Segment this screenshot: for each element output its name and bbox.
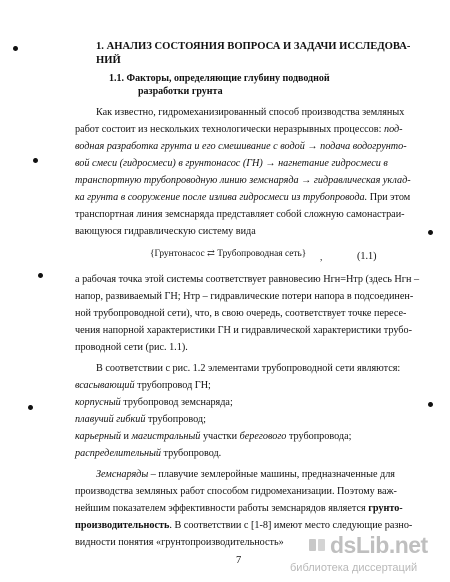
watermark xyxy=(290,532,440,578)
paragraph-line: чения напорной характеристики ГН и гидравлической характеристики трубо- xyxy=(75,325,412,336)
list-item-italic: всасывающий xyxy=(75,380,135,391)
chapter-title-line-2: НИЙ xyxy=(96,55,121,66)
section-title-line-1: 1.1. Факторы, определяющие глубину подводной xyxy=(109,73,330,84)
list-item xyxy=(75,379,211,392)
paragraph-line xyxy=(75,502,403,515)
list-item-text: трубопровода; xyxy=(286,431,352,442)
list-item-text: трубопровод земснаряда; xyxy=(120,397,233,408)
paragraph-line xyxy=(75,191,410,204)
paragraph-line: производства земляных работ способом гидромеханизации. Поэтому важ- xyxy=(75,486,397,497)
list-item-italic: распределительный xyxy=(75,448,161,459)
paragraph-line xyxy=(75,519,412,532)
equation-number: (1.1) xyxy=(357,251,377,262)
margin-dot xyxy=(13,46,18,51)
list-item-text: трубопровод; xyxy=(145,414,206,425)
section-title-line-2: разработки грунта xyxy=(138,86,223,97)
paragraph-line: вой смеси (гидросмеси) в грунтонасос (ГН) → нагнетание гидросмеси в xyxy=(75,158,388,169)
text-run: . В соответствии с [1-8] имеют место следующие разно- xyxy=(169,520,413,531)
paragraph-line: В соответствии с рис. 1.2 элементами трубопроводной сети являются: xyxy=(96,363,401,374)
list-item xyxy=(75,430,351,443)
margin-dot xyxy=(428,402,433,407)
text-run-italic: под- xyxy=(383,124,403,135)
equation-comma: , xyxy=(320,253,323,263)
text-run: При этом xyxy=(367,192,411,203)
paragraph-line: Как известно, гидромеханизированный способ производства земляных xyxy=(96,107,405,118)
text-run: нейшим показателем эффективности работы земснарядов является xyxy=(75,503,369,514)
text-run: работ состоит из нескольких технологически неразрывных процессов: xyxy=(75,124,384,135)
paragraph-line: транспортная линия земснаряда представляет собой сложную самонастраи- xyxy=(75,209,405,220)
margin-dot xyxy=(428,230,433,235)
chapter-title-line-1: 1. АНАЛИЗ СОСТОЯНИЯ ВОПРОСА И ЗАДАЧИ ИССЛЕДОВА- xyxy=(96,41,411,52)
text-run-bold: грунто- xyxy=(368,503,403,514)
watermark-subtitle: библиотека диссертаций xyxy=(290,562,418,574)
list-item-italic: корпусный xyxy=(75,397,121,408)
watermark-logo-icon xyxy=(308,536,326,554)
list-item xyxy=(75,413,206,426)
list-item-text: участки xyxy=(200,431,240,442)
list-item-italic: плавучий гибкий xyxy=(75,414,146,425)
text-run-italic: ка грунта в сооружение после излива гидросмеси из трубопровода. xyxy=(75,192,368,203)
text-run-bold: производительность xyxy=(75,520,170,531)
paragraph-line: ной трубопроводной сети), что, в свою очередь, соответствует точке пересе- xyxy=(75,308,407,319)
list-item-italic: магистральный xyxy=(131,431,201,442)
paragraph-line: транспортную трубопроводную линию земснаряда → гидравлическая уклад- xyxy=(75,175,411,186)
paragraph-line: водная разработка грунта и его смешивание с водой → подача водогрунто- xyxy=(75,141,407,152)
list-item xyxy=(75,396,233,409)
paragraph-line: проводной сети (рис. 1.1). xyxy=(75,342,188,353)
list-item-text: трубопровод. xyxy=(161,448,222,459)
paragraph-line: напор, развиваемый ГН; Hтр – гидравлические потери напора в подсоединен- xyxy=(75,291,414,302)
margin-dot xyxy=(33,158,38,163)
margin-dot xyxy=(38,273,43,278)
text-run-italic: Земснаряды xyxy=(96,469,149,480)
list-item-italic: берегового xyxy=(239,431,287,442)
margin-dot xyxy=(28,405,33,410)
list-item-text: и xyxy=(121,431,132,442)
page-number: 7 xyxy=(236,555,242,566)
paragraph-line: видности понятия «грунтопроизводительность» xyxy=(75,537,284,548)
text-run: – плавучие землеройные машины, предназначенные для xyxy=(148,469,395,480)
list-item-italic: карьерный xyxy=(75,431,121,442)
paragraph-line: вающуюся гидравлическую систему вида xyxy=(75,226,256,237)
list-item-text: трубопровод ГН; xyxy=(134,380,211,391)
paragraph-line: а рабочая точка этой системы соответствует равновесию Hгн=Hтр (здесь Hгн – xyxy=(75,274,420,285)
list-item xyxy=(75,447,221,460)
paragraph-line xyxy=(75,123,403,136)
watermark-logo-text: dsLib.net xyxy=(330,532,428,558)
paragraph-line xyxy=(96,468,395,481)
equation-body: {Грунтонасос ⇄ Трубопроводная сеть} xyxy=(150,249,307,259)
